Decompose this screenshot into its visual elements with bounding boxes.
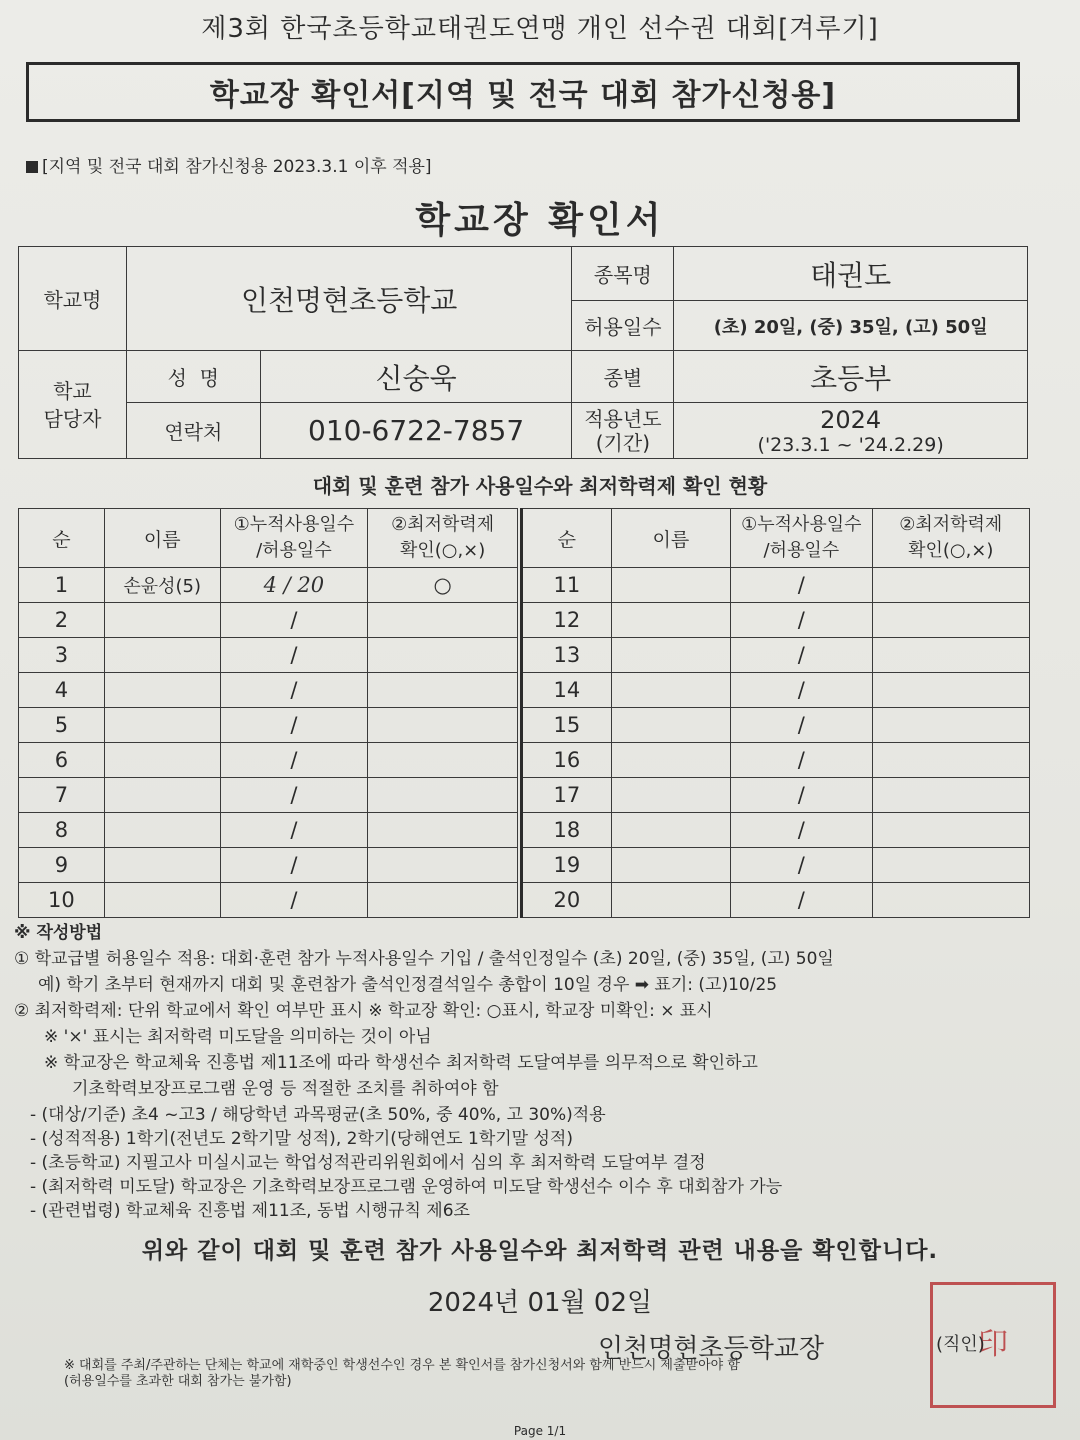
allowed-days-value: (초) 20일, (중) 35일, (고) 50일 — [674, 301, 1028, 351]
table-row — [19, 883, 518, 918]
instruction-line: - (초등학교) 지필고사 미실시교는 학업성적관리위원회에서 심의 후 최저학력 도달여부 결정 — [30, 1153, 706, 1173]
issue-date: 2024년 01월 02일 — [427, 1288, 653, 1318]
table-row — [522, 603, 1030, 638]
row-number-cell: 16 — [522, 743, 612, 778]
row-number-cell: 12 — [522, 603, 612, 638]
row-number-cell: 5 — [19, 708, 105, 743]
contact-label: 연락처 — [126, 403, 260, 459]
row-number-cell: 7 — [19, 778, 105, 813]
used-days-cell: / — [731, 673, 872, 708]
year-cell — [674, 403, 1028, 459]
row-number-cell: 19 — [522, 848, 612, 883]
table-row — [522, 638, 1030, 673]
used-days-cell: / — [220, 638, 368, 673]
used-days-cell: / — [220, 778, 368, 813]
used-days-cell: / — [220, 743, 368, 778]
table-row — [522, 673, 1030, 708]
instruction-line: ① 학교급별 허용일수 적용: 대회·훈련 참가 누적사용일수 기입 / 출석인정일수 (초) 20일, (중) 35일, (고) 50일 — [14, 949, 834, 969]
row-number-cell: 2 — [19, 603, 105, 638]
row-number-cell: 8 — [19, 813, 105, 848]
athlete-name-cell — [104, 883, 220, 918]
academic-check-cell — [872, 778, 1029, 813]
right-table-body — [522, 568, 1030, 918]
used-days-cell: / — [731, 778, 872, 813]
athlete-name-cell — [104, 743, 220, 778]
athlete-name-cell — [611, 708, 730, 743]
athlete-name-cell — [104, 813, 220, 848]
academic-check-cell — [368, 638, 518, 673]
apply-note: [지역 및 전국 대회 참가신청용 2023.3.1 이후 적용] — [26, 152, 432, 177]
seal-label: (직인) — [936, 1334, 985, 1355]
athlete-name-cell — [611, 603, 730, 638]
table-row — [522, 743, 1030, 778]
athlete-name-cell — [611, 778, 730, 813]
table-row — [522, 848, 1030, 883]
row-number-cell: 10 — [19, 883, 105, 918]
academic-check-cell — [872, 638, 1029, 673]
used-days-cell: / — [220, 708, 368, 743]
instruction-line: 기초학력보장프로그램 운영 등 적절한 조치를 취하여야 함 — [72, 1079, 499, 1099]
document-title: 학교장 확인서 — [415, 200, 665, 241]
athlete-name-cell: 손윤성(5) — [104, 568, 220, 603]
used-days-cell: / — [220, 813, 368, 848]
col-header-used-days: ①누적사용일수 /허용일수 — [731, 509, 872, 568]
instruction-line: 예) 학기 초부터 현재까지 대회 및 훈련참가 출석인정결석일수 총합이 10일 경우 ➡ 표기: (고)10/25 — [38, 975, 778, 995]
used-days-cell: / — [220, 883, 368, 918]
used-days-cell: / — [731, 848, 872, 883]
academic-check-cell — [872, 848, 1029, 883]
col-header-name: 이름 — [104, 509, 220, 568]
used-days-cell: / — [731, 883, 872, 918]
info-table — [18, 246, 1028, 459]
table-row — [19, 848, 518, 883]
athlete-name-cell — [104, 778, 220, 813]
athlete-name-cell — [611, 568, 730, 603]
division-value: 초등부 — [674, 351, 1028, 403]
row-number-cell: 14 — [522, 673, 612, 708]
official-seal: 印 — [930, 1282, 1056, 1408]
row-number-cell: 18 — [522, 813, 612, 848]
academic-check-cell — [872, 603, 1029, 638]
footnote: ※ 대회를 주최/주관하는 단체는 학교에 재학중인 학생선수인 경우 본 확인서를 참가신청서와 함께 반드시 제출받아야 함 (허용일수를 초과한 대회 참가는 불가함) — [64, 1358, 740, 1389]
table-row — [19, 778, 518, 813]
academic-check-cell — [368, 848, 518, 883]
athlete-name-cell — [611, 638, 730, 673]
table-row — [19, 813, 518, 848]
instruction-line: - (대상/기준) 초4 ~고3 / 해당학년 과목평균(초 50%, 중 40%, 고 30%)적용 — [30, 1105, 606, 1125]
table-row — [19, 743, 518, 778]
person-name-label: 성 명 — [126, 351, 260, 403]
confirmation-statement: 위와 같이 대회 및 훈련 참가 사용일수와 최저학력 관련 내용을 확인합니다. — [141, 1238, 939, 1264]
year-period: ('23.3.1 ~ '24.2.29) — [757, 433, 944, 456]
row-number-cell: 13 — [522, 638, 612, 673]
academic-check-cell — [368, 708, 518, 743]
table-row — [19, 638, 518, 673]
used-days-cell: 4 / 20 — [220, 568, 368, 603]
used-days-cell: / — [731, 603, 872, 638]
used-days-cell: / — [731, 743, 872, 778]
row-number-cell: 11 — [522, 568, 612, 603]
left-table-body — [19, 568, 518, 918]
athlete-name-cell — [611, 813, 730, 848]
instruction-line: - (성적적용) 1학기(전년도 2학기말 성적), 2학기(당해연도 1학기말 성적) — [30, 1129, 573, 1149]
division-label: 종별 — [572, 351, 674, 403]
academic-check-cell — [872, 743, 1029, 778]
athlete-name-cell — [611, 743, 730, 778]
table-row — [19, 568, 518, 603]
col-header-no: 순 — [19, 509, 105, 568]
square-bullet-icon — [26, 161, 38, 173]
table-row — [522, 813, 1030, 848]
participants-table-right — [520, 508, 1030, 918]
row-number-cell: 1 — [19, 568, 105, 603]
year-label: 적용년도 (기간) — [572, 403, 674, 459]
athlete-name-cell — [611, 673, 730, 708]
status-table-title: 대회 및 훈련 참가 사용일수와 최저학력제 확인 현황 — [312, 474, 768, 498]
event-title: 제3회 한국초등학교태권도연맹 개인 선수권 대회[겨루기] — [201, 14, 879, 44]
row-number-cell: 6 — [19, 743, 105, 778]
participants-table-left — [18, 508, 518, 918]
table-row — [522, 883, 1030, 918]
academic-check-cell — [368, 813, 518, 848]
col-header-min-academic: ②최저학력제 확인(○,×) — [872, 509, 1029, 568]
used-days-cell: / — [220, 848, 368, 883]
form-title-box: 학교장 확인서[지역 및 전국 대회 참가신청용] — [26, 62, 1020, 122]
athlete-name-cell — [104, 708, 220, 743]
col-header-used-days: ①누적사용일수 /허용일수 — [220, 509, 368, 568]
contact-value: 010-6722-7857 — [260, 403, 572, 459]
used-days-cell: / — [220, 603, 368, 638]
table-row — [522, 708, 1030, 743]
sport-label: 종목명 — [572, 247, 674, 301]
table-row — [19, 603, 518, 638]
instruction-line: ※ 학교장은 학교체육 진흥법 제11조에 따라 학생선수 최저학력 도달여부를 의무적으로 확인하고 — [44, 1053, 758, 1073]
academic-check-cell — [368, 883, 518, 918]
table-row — [522, 568, 1030, 603]
academic-check-cell — [872, 883, 1029, 918]
page-number: Page 1/1 — [513, 1424, 567, 1438]
used-days-cell: / — [731, 568, 872, 603]
row-number-cell: 3 — [19, 638, 105, 673]
col-header-name: 이름 — [611, 509, 730, 568]
principal-title: 인천명현초등학교장 — [598, 1334, 825, 1364]
athlete-name-cell — [611, 883, 730, 918]
used-days-cell: / — [731, 638, 872, 673]
athlete-name-cell — [611, 848, 730, 883]
athlete-name-cell — [104, 638, 220, 673]
col-header-min-academic: ②최저학력제 확인(○,×) — [368, 509, 518, 568]
person-name-value: 신숭욱 — [260, 351, 572, 403]
athlete-name-cell — [104, 673, 220, 708]
table-row — [19, 673, 518, 708]
row-number-cell: 9 — [19, 848, 105, 883]
table-row — [19, 708, 518, 743]
allowed-days-label: 허용일수 — [572, 301, 674, 351]
academic-check-cell — [872, 708, 1029, 743]
col-header-no: 순 — [522, 509, 612, 568]
academic-check-cell — [368, 603, 518, 638]
instruction-line: - (최저학력 미도달) 학교장은 기초학력보장프로그램 운영하여 미도달 학생선수 이수 후 대회참가 가능 — [30, 1177, 783, 1197]
used-days-cell: / — [731, 708, 872, 743]
row-number-cell: 4 — [19, 673, 105, 708]
school-name-value: 인천명현초등학교 — [126, 247, 572, 351]
sport-value: 태권도 — [674, 247, 1028, 301]
academic-check-cell — [872, 673, 1029, 708]
manager-label: 학교 담당자 — [19, 351, 127, 459]
row-number-cell: 20 — [522, 883, 612, 918]
year-value: 2024 — [820, 405, 882, 434]
athlete-name-cell — [104, 603, 220, 638]
row-number-cell: 15 — [522, 708, 612, 743]
academic-check-cell — [872, 568, 1029, 603]
used-days-cell: / — [731, 813, 872, 848]
academic-check-cell: ○ — [368, 568, 518, 603]
school-name-label: 학교명 — [19, 247, 127, 351]
used-days-cell: / — [220, 673, 368, 708]
instruction-line: - (관련법령) 학교체육 진흥법 제11조, 동법 시행규칙 제6조 — [30, 1201, 470, 1221]
academic-check-cell — [368, 743, 518, 778]
academic-check-cell — [872, 813, 1029, 848]
instruction-line: ② 최저학력제: 단위 학교에서 확인 여부만 표시 ※ 학교장 확인: ○표시, 학교장 미확인: × 표시 — [14, 1001, 713, 1021]
instruction-line: ※ '×' 표시는 최저학력 미도달을 의미하는 것이 아님 — [44, 1027, 432, 1047]
row-number-cell: 17 — [522, 778, 612, 813]
academic-check-cell — [368, 673, 518, 708]
athlete-name-cell — [104, 848, 220, 883]
table-row — [522, 778, 1030, 813]
instructions-heading: ※ 작성방법 — [14, 923, 103, 943]
academic-check-cell — [368, 778, 518, 813]
